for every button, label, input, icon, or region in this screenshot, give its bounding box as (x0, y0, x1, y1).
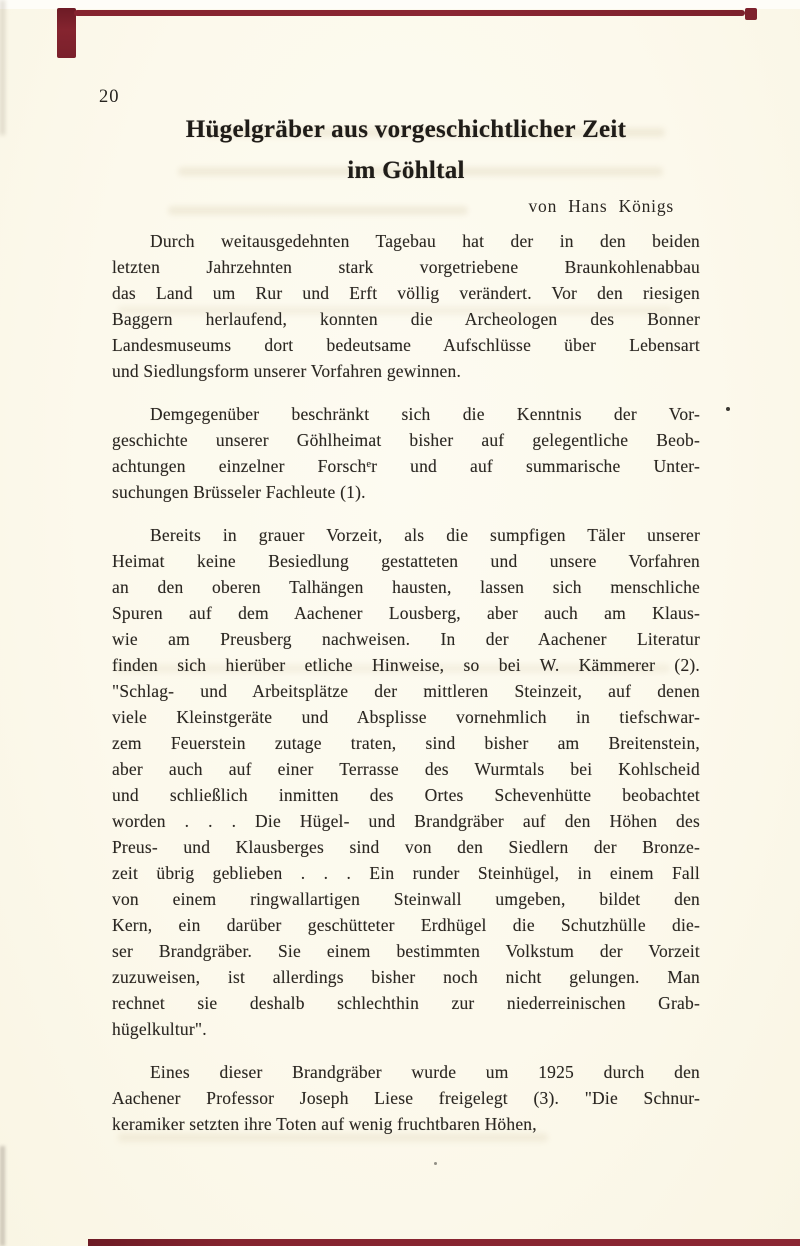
text-line: Baggern herlaufend, konnten die Archeologen des Bonner (112, 309, 700, 329)
scan-top-edge (0, 0, 800, 9)
text-line: finden sich hierüber etliche Hinweise, so bei W. Kämmerer (2). (112, 655, 700, 675)
text-line: viele Kleinstgeräte und Absplisse vornehmlich in tiefschwar- (112, 707, 700, 727)
paragraph (112, 522, 700, 1042)
scan-smudge-bottom-left (0, 1146, 5, 1246)
ink-speck (434, 1162, 437, 1165)
text-line: und schließlich inmitten des Ortes Schevenhütte beobachtet (112, 785, 700, 805)
paragraph (112, 228, 700, 384)
text-line: Durch weitausgedehnten Tagebau hat der in den beiden (150, 231, 700, 251)
ink-speck (726, 407, 730, 411)
text-line: ser Brandgräber. Sie einem bestimmten Volkstum der Vorzeit (112, 941, 700, 961)
text-line: Aachener Professor Joseph Liese freigelegt (3). "Die Schnur- (112, 1088, 700, 1108)
text-line: keramiker setzten ihre Toten auf wenig fruchtbaren Höhen, (112, 1114, 537, 1134)
red-ink-line-top (74, 10, 745, 16)
text-line: Preus- und Klausberges sind von den Siedlern der Bronze- (112, 837, 700, 857)
text-line: Demgegenüber beschränkt sich die Kenntnis der Vor- (150, 404, 700, 424)
paragraph (112, 1059, 700, 1137)
text-line: wie am Preusberg nachweisen. In der Aachener Literatur (112, 629, 700, 649)
text-line: zuzuweisen, ist allerdings bisher noch nicht gelungen. Man (112, 967, 700, 987)
text-line: rechnet sie deshalb schlechthin zur niederreinischen Grab- (112, 993, 700, 1013)
red-ink-mark-left (57, 8, 76, 58)
byline: von Hans Königs (528, 196, 674, 216)
text-line: achtungen einzelner Forschᵉr und auf summarische Unter- (112, 456, 700, 476)
text-line: das Land um Rur und Erft völlig verändert. Vor den riesigen (112, 283, 700, 303)
text-line: hügelkultur". (112, 1019, 207, 1039)
text-line: geschichte unserer Göhlheimat bisher auf gelegentliche Beob- (112, 430, 700, 450)
paragraph (112, 401, 700, 505)
red-ink-mark-top-right (745, 8, 757, 20)
text-line: suchungen Brüsseler Fachleute (1). (112, 482, 366, 502)
text-line: und Siedlungsform unserer Vorfahren gewinnen. (112, 361, 462, 381)
red-ink-line-bottom (88, 1239, 800, 1246)
text-line: Heimat keine Besiedlung gestatteten und unsere Vorfahren (112, 551, 700, 571)
text-line: Eines dieser Brandgräber wurde um 1925 durch den (150, 1062, 700, 1082)
text-line: zem Feuerstein zutage traten, sind bisher am Breitenstein, (112, 733, 700, 753)
text-line: Landesmuseums dort bedeutsame Aufschlüsse über Lebensart (112, 335, 700, 355)
article-title (112, 109, 700, 191)
text-line: Kern, ein darüber geschütteter Erdhügel die Schutzhülle die- (112, 915, 700, 935)
text-line: Bereits in grauer Vorzeit, als die sumpfigen Täler unserer (150, 525, 700, 545)
page-number: 20 (99, 87, 120, 107)
article-body (112, 228, 700, 1154)
article-title-line-1: Hügelgräber aus vorgeschichtlicher Zeit (185, 116, 627, 143)
text-line: "Schlag- und Arbeitsplätze der mittleren Steinzeit, auf denen (112, 681, 700, 701)
text-line: aber auch auf einer Terrasse des Wurmtals bei Kohlscheid (112, 759, 700, 779)
text-line: an den oberen Talhängen hausten, lassen sich menschliche (112, 577, 700, 597)
article-title-line-2: im Göhltal (347, 157, 465, 184)
text-line: worden . . . Die Hügel- und Brandgräber auf den Höhen des (112, 811, 700, 831)
text-line: zeit übrig geblieben . . . Ein runder Steinhügel, in einem Fall (112, 863, 700, 883)
scan-edge-shadow (0, 0, 5, 135)
text-line: Spuren auf dem Aachener Lousberg, aber auch am Klaus- (112, 603, 700, 623)
text-line: von einem ringwallartigen Steinwall umgeben, bildet den (112, 889, 700, 909)
text-line: letzten Jahrzehnten stark vorgetriebene Braunkohlenabbau (112, 257, 700, 277)
